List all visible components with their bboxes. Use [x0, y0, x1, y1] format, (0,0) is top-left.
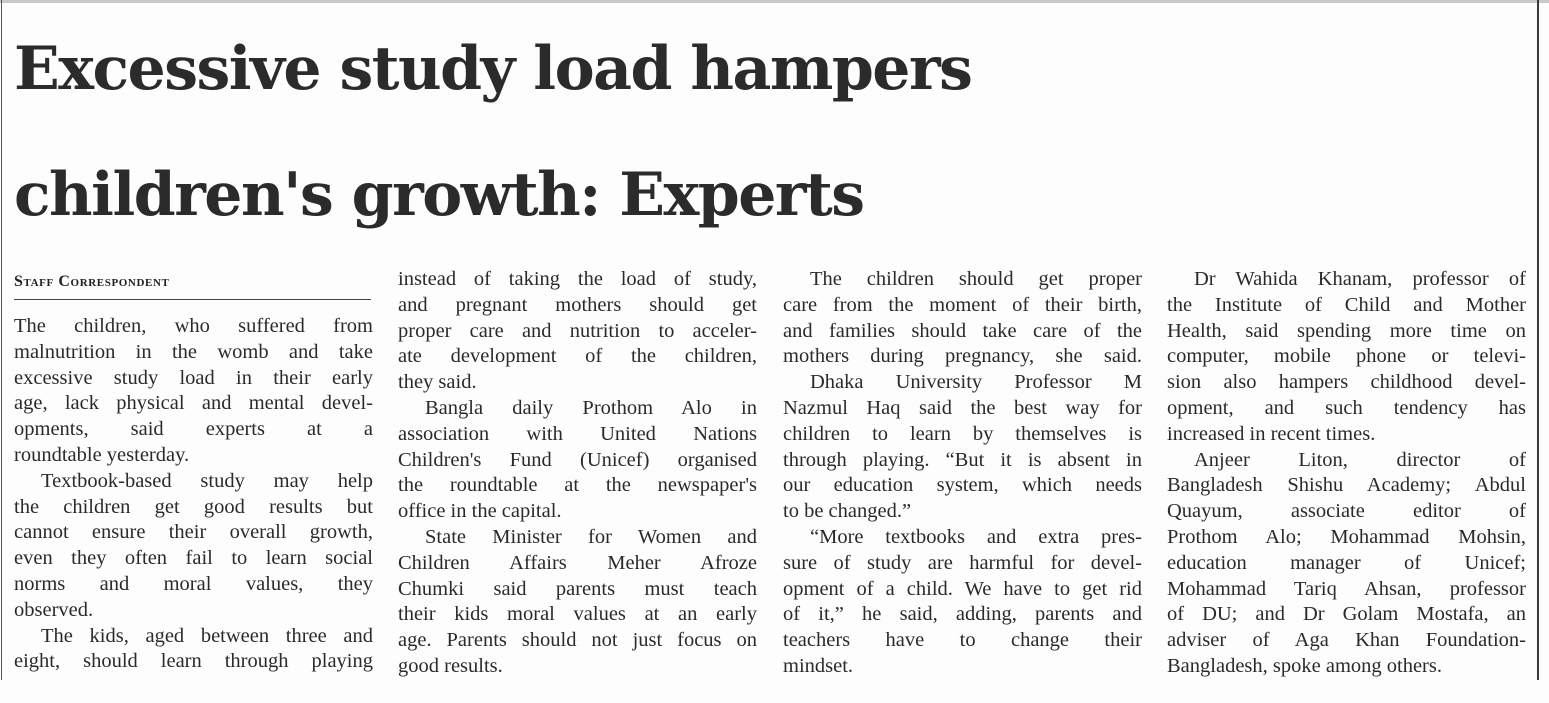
- article-text-line: eight, should learn through playing: [14, 650, 373, 673]
- article-text-line: The children should get proper: [810, 268, 1142, 290]
- article-text-line: office in the capital.: [398, 500, 562, 523]
- article-text-line: Bangladesh Shishu Academy; Abdul: [1167, 474, 1526, 497]
- article-text-line: proper care and nutrition to acceler-: [398, 319, 757, 342]
- article-text-line: the children get good results but: [14, 495, 373, 518]
- article-text-line: Quayum, associate editor of: [1167, 500, 1526, 523]
- article-text-line: mindset.: [783, 654, 854, 677]
- article-text-line: sion also hampers childhood devel-: [1167, 371, 1526, 394]
- article-text-line: Bangla daily Prothom Alo in: [425, 396, 757, 419]
- article-text-line: Health, said spending more time on: [1167, 319, 1526, 342]
- article-text-line: opment, and such tendency has: [1167, 396, 1526, 419]
- article-column-1: [14, 314, 373, 675]
- article-text-line: association with United Nations: [398, 422, 757, 445]
- left-edge: [1, 0, 2, 680]
- article-text-line: cannot ensure their overall growth,: [14, 521, 373, 544]
- article-text-line: “More textbooks and extra pres-: [810, 525, 1142, 548]
- article-text-line: Bangladesh, spoke among others.: [1167, 654, 1442, 677]
- article-text-line: Dhaka University Professor M: [810, 371, 1142, 394]
- right-column-rule: [1537, 0, 1539, 680]
- article-text-line: teachers have to change their: [783, 629, 1142, 652]
- article-text-line: observed.: [14, 598, 94, 621]
- article-text-line: adviser of Aga Khan Foundation-: [1167, 629, 1526, 652]
- article-text-line: Mohammad Tariq Ahsan, professor: [1167, 577, 1526, 600]
- article-column-4: [1167, 267, 1526, 680]
- article-text-line: and families should take care of the: [783, 319, 1142, 342]
- top-edge: [0, 0, 1549, 3]
- headline-line-2: children's growth: Experts: [14, 160, 864, 230]
- article-text-line: roundtable yesterday.: [14, 443, 190, 466]
- article-text-line: ate development of the children,: [398, 345, 757, 368]
- byline-rule: [14, 299, 371, 300]
- article-text-line: Nazmul Haq said the best way for: [783, 396, 1142, 419]
- article-text-line: through playing. “But it is absent in: [783, 448, 1142, 471]
- article-text-line: malnutrition in the womb and take: [14, 340, 373, 363]
- article-column-2: [398, 267, 757, 680]
- article-text-line: mothers during pregnancy, she said.: [783, 345, 1142, 368]
- headline: [14, 6, 1534, 258]
- byline: Staff Correspondent: [14, 273, 170, 290]
- article-text-line: education manager of Unicef;: [1167, 551, 1526, 574]
- article-text-line: of DU; and Dr Golam Mostafa, an: [1167, 603, 1526, 626]
- article-text-line: even they often fail to learn social: [14, 547, 373, 570]
- article-text-line: our education system, which needs: [783, 474, 1142, 497]
- article-text-line: of it,” he said, adding, parents and: [783, 603, 1142, 626]
- article-text-line: computer, mobile phone or televi-: [1167, 345, 1526, 368]
- article-text-line: age. Parents should not just focus on: [398, 629, 757, 652]
- article-text-line: The children, who suffered from: [14, 315, 373, 337]
- headline-line-1: Excessive study load hampers: [14, 34, 972, 104]
- article-text-line: excessive study load in their early: [14, 366, 373, 389]
- article-text-line: and pregnant mothers should get: [398, 293, 757, 316]
- article-text-line: their kids moral values at an early: [398, 603, 757, 626]
- article-text-line: Chumki said parents must teach: [398, 577, 757, 600]
- article-text-line: norms and moral values, they: [14, 572, 373, 595]
- article-text-line: care from the moment of their birth,: [783, 293, 1142, 316]
- article-text-line: Children's Fund (Unicef) organised: [398, 448, 757, 471]
- article-text-line: they said.: [398, 371, 477, 394]
- article-text-line: Children Affairs Meher Afroze: [398, 551, 757, 574]
- article-text-line: the roundtable at the newspaper's: [398, 474, 757, 497]
- article-text-line: to be changed.”: [783, 500, 912, 523]
- article-text-line: The kids, aged between three and: [41, 624, 373, 647]
- article-text-line: Prothom Alo; Mohammad Mohsin,: [1167, 525, 1526, 548]
- article-text-line: opments, said experts at a: [14, 418, 373, 441]
- article-text-line: sure of study are harmful for devel-: [783, 551, 1142, 574]
- article-text-line: good results.: [398, 654, 503, 677]
- article-text-line: the Institute of Child and Mother: [1167, 293, 1526, 316]
- article-text-line: age, lack physical and mental devel-: [14, 392, 373, 415]
- article-text-line: State Minister for Women and: [425, 525, 757, 548]
- article-text-line: opment of a child. We have to get rid: [783, 577, 1142, 600]
- article-column-3: [783, 267, 1142, 680]
- article-text-line: Anjeer Liton, director of: [1194, 448, 1526, 471]
- article-text-line: instead of taking the load of study,: [398, 268, 757, 290]
- article-text-line: children to learn by themselves is: [783, 422, 1142, 445]
- article-text-line: Dr Wahida Khanam, professor of: [1194, 268, 1526, 290]
- article-text-line: Textbook-based study may help: [41, 469, 373, 492]
- article-text-line: increased in recent times.: [1167, 422, 1376, 445]
